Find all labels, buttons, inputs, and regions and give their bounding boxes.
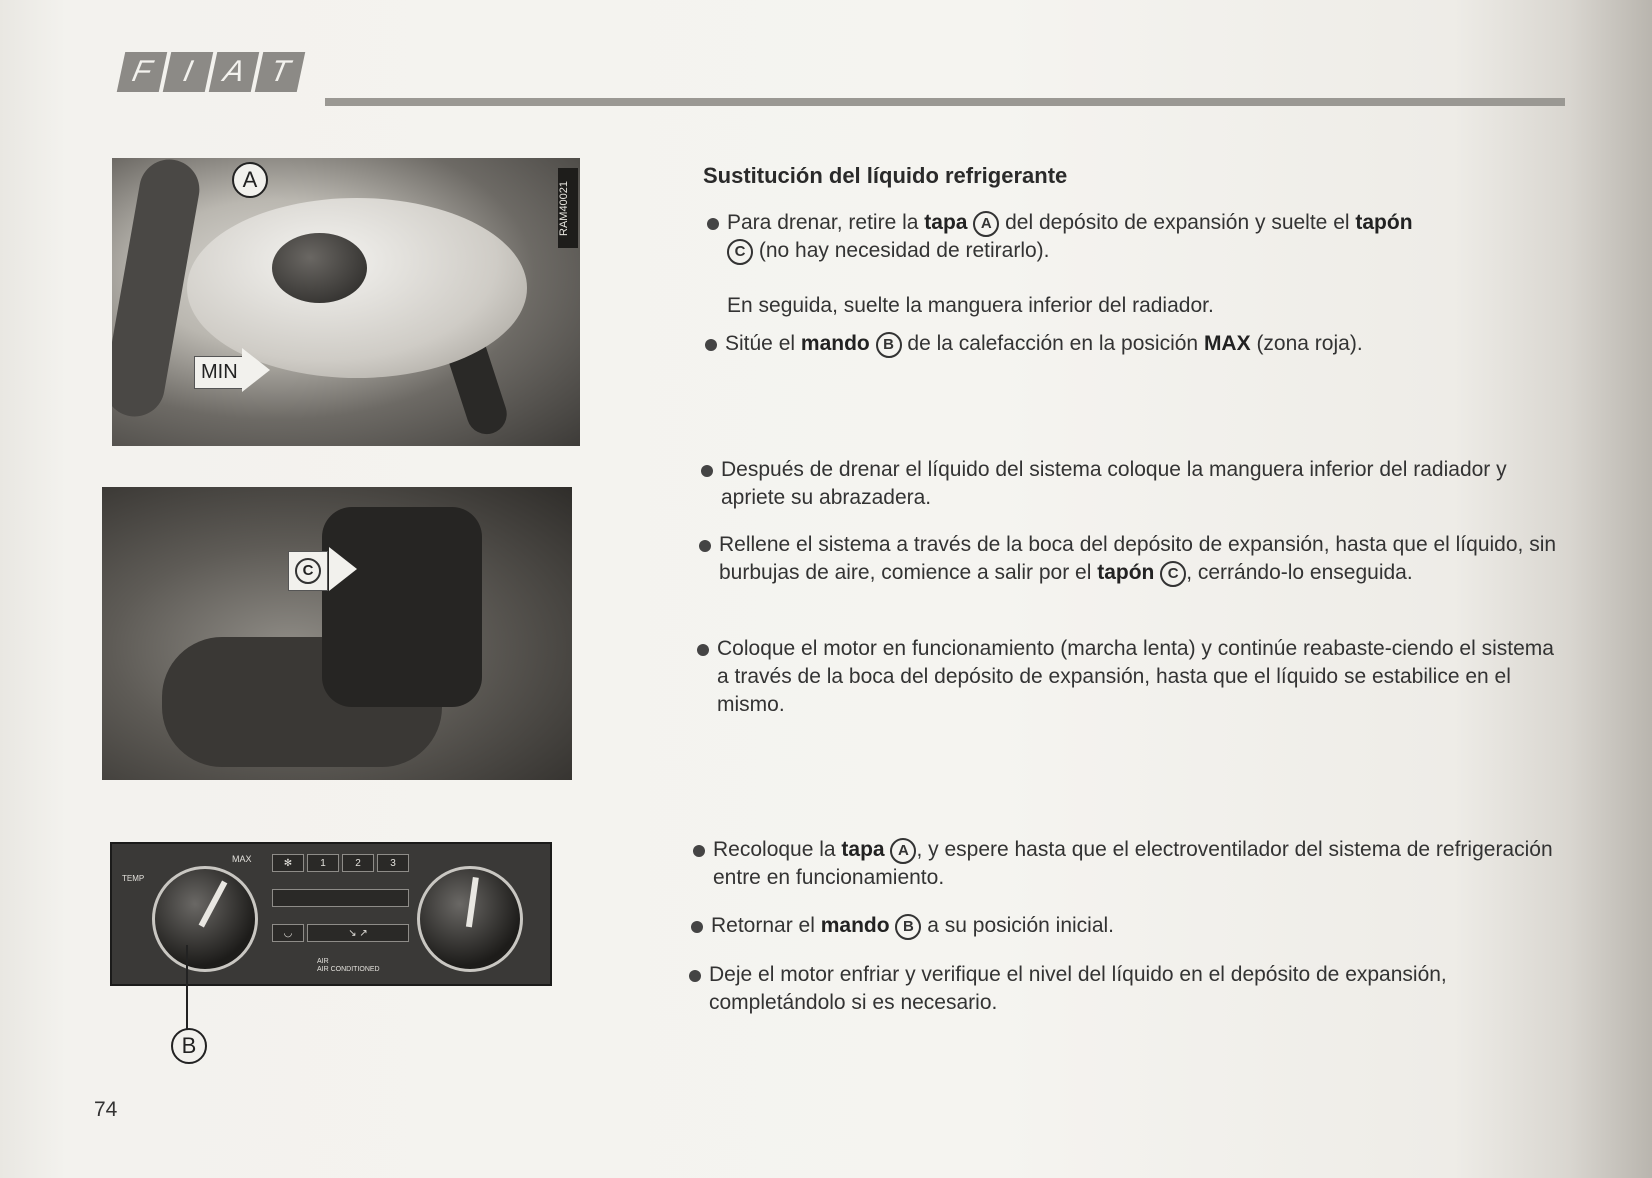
max-label: MAX: [232, 854, 252, 864]
temp-label: TEMP: [122, 874, 145, 883]
section-heading: Sustitución del líquido refrigerante: [703, 163, 1068, 188]
text: (no hay necesidad de retirarlo).: [753, 239, 1050, 262]
callout-c: C: [295, 558, 321, 584]
hose-shape: [322, 507, 482, 707]
speed-2: 2: [342, 854, 374, 872]
symbol-b: B: [876, 332, 902, 358]
text: , y espere hasta que el electroventilador del sistema de refrigeración entre en funcionamiento.: [713, 838, 1553, 889]
heater-control-panel: [110, 842, 552, 986]
bullet-icon: [697, 644, 709, 656]
logo-letter: F: [117, 52, 168, 92]
callout-a: A: [232, 162, 268, 198]
figure-code: RAM40021: [558, 168, 578, 248]
term-max: MAX: [1203, 332, 1251, 355]
min-arrow-icon: [242, 348, 270, 392]
tank-cap-shape: [272, 233, 367, 303]
para-engine-run: Coloque el motor en funcionamiento (marcha lenta) y continúe reabaste-ciendo el sistema a través de la boca del depósito de expansión, hasta que el líquido se estabilice en el mismo.: [717, 637, 1554, 716]
speed-3: 3: [377, 854, 409, 872]
text: del depósito de expansión y suelte el: [999, 211, 1356, 234]
para-return-knob: [711, 912, 1561, 940]
defrost-icon: ◡: [272, 924, 304, 942]
bullet-icon: [701, 465, 713, 477]
text: , cerrándo-lo enseguida.: [1186, 561, 1413, 584]
air-label: AIR: [317, 958, 329, 965]
speed-1: 1: [307, 854, 339, 872]
text: Para drenar, retire la: [727, 211, 925, 234]
knob-pointer: [199, 881, 228, 928]
text: Recoloque la: [713, 838, 842, 861]
fan-icon: ✻: [272, 854, 304, 872]
bullet-icon: [699, 540, 711, 552]
logo-letter: A: [209, 52, 260, 92]
para-hose: En seguida, suelte la manguera inferior del radiador.: [727, 294, 1214, 317]
logo-letter: I: [163, 52, 214, 92]
term-tapon: tapón: [1097, 561, 1155, 584]
text: Sitúe el: [725, 332, 801, 355]
bullet-icon: [689, 970, 701, 982]
ac-label: AIR CONDITIONED: [317, 966, 380, 973]
bullet-icon: [705, 339, 717, 351]
para-knob-max: [725, 330, 1565, 358]
para-refill: [719, 531, 1563, 587]
para-cool-check: Deje el motor enfriar y verifique el nivel del líquido en el depósito de expansión, completándolo si es necesario.: [709, 963, 1447, 1014]
para-drain: [727, 209, 1567, 265]
term-tapa: tapa: [924, 211, 968, 234]
fiat-logo: [121, 52, 301, 92]
symbol-a: A: [973, 211, 999, 237]
text: Retornar el: [711, 914, 821, 937]
temperature-knob: [152, 866, 258, 972]
pointer-arrow-icon: [329, 547, 357, 591]
expansion-tank-photo: [112, 158, 580, 446]
symbol-a: A: [890, 838, 916, 864]
logo-letter: T: [255, 52, 306, 92]
para-after-drain: Después de drenar el líquido del sistema coloque la manguera inferior del radiador y apriete su abrazadera.: [721, 458, 1507, 509]
term-tapa: tapa: [841, 838, 885, 861]
bullet-icon: [691, 921, 703, 933]
para-replace-cap: [713, 836, 1563, 892]
bullet-icon: [693, 845, 705, 857]
page-number: 74: [94, 1098, 118, 1121]
callout-b: B: [171, 1028, 207, 1064]
airflow-icons: ↘ ↗: [307, 924, 409, 942]
term-tapon: tapón: [1355, 211, 1413, 234]
radiator-cap-photo: [102, 487, 572, 780]
min-label: MIN: [194, 356, 245, 389]
bullet-icon: [707, 218, 719, 230]
term-mando: mando: [800, 332, 870, 355]
text: de la calefacción en la posición: [901, 332, 1204, 355]
text: (zona roja).: [1250, 332, 1363, 355]
header-rule: [325, 98, 1565, 106]
text: a su posición inicial.: [921, 914, 1115, 937]
slider-track: [272, 889, 409, 907]
callout-b-leader: [186, 945, 188, 1030]
symbol-c: C: [1160, 561, 1186, 587]
text: Rellene el sistema a través de la boca del depósito de expansión, hasta que el líquido, sin burbujas de aire, comience a salir por el: [719, 533, 1557, 584]
fan-knob: [417, 866, 523, 972]
callout-c-box: [288, 551, 328, 591]
knob-pointer: [466, 877, 479, 927]
term-mando: mando: [820, 914, 890, 937]
symbol-c: C: [727, 239, 753, 265]
symbol-b: B: [895, 914, 921, 940]
